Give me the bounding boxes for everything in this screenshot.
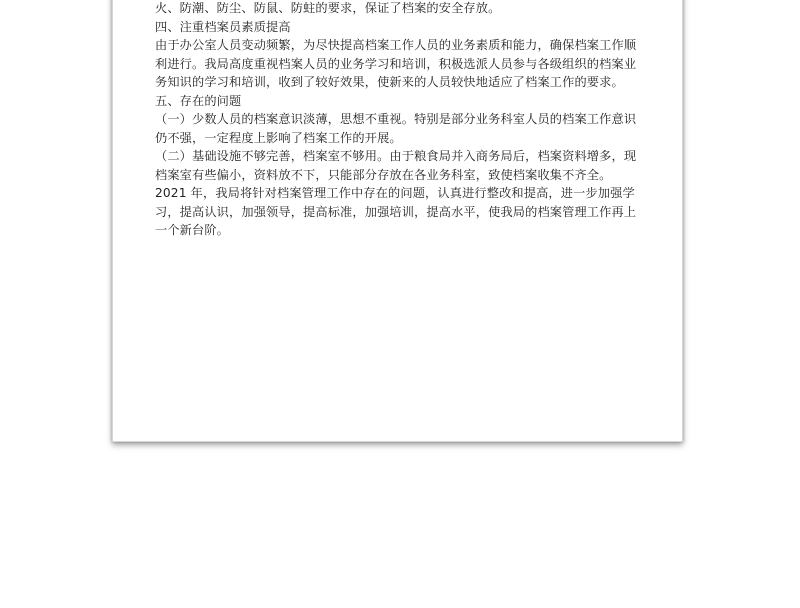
document-body [155,0,647,240]
section-heading-staff-quality: 四、注重档案员素质提高 [155,19,291,34]
section-heading-existing-problems: 五、存在的问题 [155,93,242,108]
paragraph-problem-awareness: （一）少数人员的档案意识淡薄，思想不重视。特别是部分业务科室人员的档案工作意识仍不强，一定程度上影响了档案工作的开展。 [155,112,637,145]
document-page [112,0,683,442]
paragraph-problem-facilities: （二）基础设施不够完善，档案室不够用。由于粮食局并入商务局后，档案资料增多，现档案室有些偏小，资料放不下，只能部分存放在各业务科室，致使档案收集不齐全。 [155,149,637,182]
paragraph-2021-plan: 2021 年，我局将针对档案管理工作中存在的问题，认真进行整改和提高，进一步加强学习，提高认识，加强领导，提高标准，加强培训，提高水平，使我局的档案管理工作再上一个新台阶。 [155,186,637,237]
paragraph-staff-training: 由于办公室人员变动频繁，为尽快提高档案工作人员的业务素质和能力，确保档案工作顺利进行。我局高度重视档案人员的业务学习和培训，积极选派人员参与各级组织的档案业务知识的学习和培训，收到了较好效果，使新来的人员较快地适应了档案工作的要求。 [155,38,637,89]
paragraph-storage-requirements: 火、防潮、防尘、防鼠、防蛀的要求，保证了档案的安全存放。 [155,1,501,15]
